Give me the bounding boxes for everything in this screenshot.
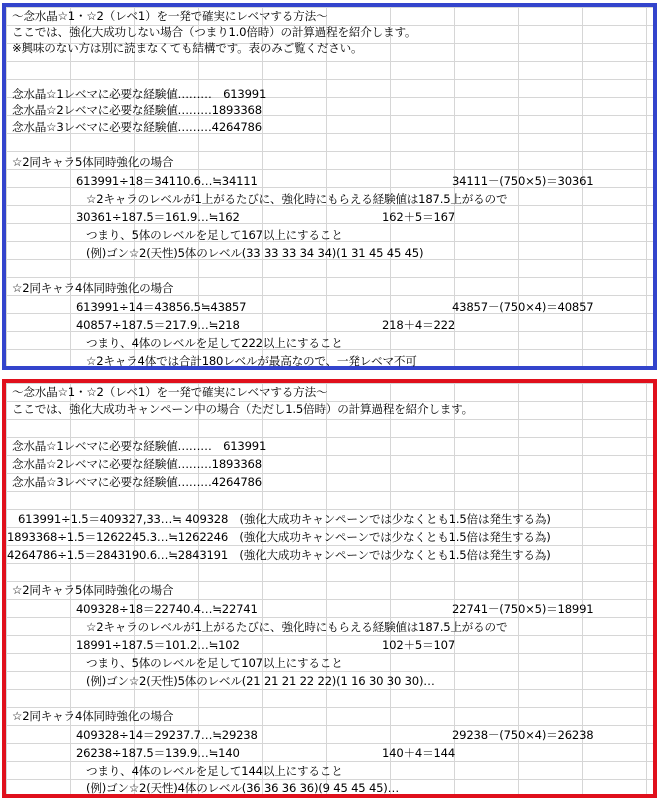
mult-star3: 4264786÷1.5＝2843190.6…≒2843191 (強化大成功キャンペーンでは少なくとも1.5倍は発生する為) <box>7 548 551 562</box>
s4-calc-subtract: 29238－(750×4)＝26238 <box>452 728 594 742</box>
s5-example: (例)ゴン☆2(天性)5体のレベル(21 21 21 22 22)(1 16 30 30 30)… <box>86 674 435 688</box>
s5-conclusion: つまり、5体のレベルを足して107以上にすること <box>86 656 343 670</box>
s4-calc-level: 40857÷187.5＝217.9…≒218 <box>76 318 240 332</box>
s5-calc-divide: 613991÷18＝34110.6…≒34111 <box>76 174 258 188</box>
s4-note: ☆2キャラ4体では合計180レベルが最高なので、一発レベマ不可 <box>86 354 417 368</box>
exp-star3: 念水晶☆3レベマに必要な経験値………4264786 <box>12 120 262 134</box>
intro-text: ここでは、強化大成功しない場合（つまり1.0倍時）の計算過程を紹介します。 <box>12 25 417 39</box>
s5-calc-level: 18991÷187.5＝101.2…≒102 <box>76 638 240 652</box>
s4-calc-total: 218＋4＝222 <box>382 318 456 332</box>
exp-star3: 念水晶☆3レベマに必要な経験値………4264786 <box>12 475 262 489</box>
section-5-heading: ☆2同キャラ5体同時強化の場合 <box>12 583 174 597</box>
s4-calc-divide: 613991÷14＝43856.5≒43857 <box>76 300 247 314</box>
s5-conclusion: つまり、5体のレベルを足して167以上にすること <box>86 228 343 242</box>
s4-calc-level: 26238÷187.5＝139.9…≒140 <box>76 746 240 760</box>
s4-conclusion: つまり、4体のレベルを足して222以上にすること <box>86 336 343 350</box>
s4-calc-total: 140＋4＝144 <box>382 746 456 760</box>
exp-star2: 念水晶☆2レベマに必要な経験値………1893368 <box>12 103 262 117</box>
s5-calc-divide: 409328÷18＝22740.4…≒22741 <box>76 602 258 616</box>
s5-calc-subtract: 34111－(750×5)＝30361 <box>452 174 594 188</box>
normal-case-panel <box>2 3 657 370</box>
intro-note: ※興味のない方は別に読まなくても結構です。表のみご覧ください。 <box>12 41 363 55</box>
section-4-heading: ☆2同キャラ4体同時強化の場合 <box>12 281 174 295</box>
panel-title: ～念水晶☆1・☆2（レベ1）を一発で確実にレベマする方法～ <box>12 385 328 399</box>
s5-explanation: ☆2キャラのレベルが1上がるたびに、強化時にもらえる経験値は187.5上がるので <box>86 192 508 206</box>
s5-calc-subtract: 22741－(750×5)＝18991 <box>452 602 594 616</box>
exp-star1: 念水晶☆1レベマに必要な経験値……… 613991 <box>12 87 267 101</box>
s5-example: (例)ゴン☆2(天性)5体のレベル(33 33 33 34 34)(1 31 45 45 45) <box>86 246 424 260</box>
section-4-heading: ☆2同キャラ4体同時強化の場合 <box>12 709 174 723</box>
panel-title: ～念水晶☆1・☆2（レベ1）を一発で確実にレベマする方法～ <box>12 9 328 23</box>
s4-calc-divide: 409328÷14＝29237.7…≒29238 <box>76 728 258 742</box>
section-5-heading: ☆2同キャラ5体同時強化の場合 <box>12 155 174 169</box>
s5-calc-level: 30361÷187.5＝161.9…≒162 <box>76 210 240 224</box>
mult-star1: 613991÷1.5＝409327,33…≒ 409328 (強化大成功キャンペーンでは少なくとも1.5倍は発生する為) <box>18 512 551 526</box>
s4-calc-subtract: 43857－(750×4)＝40857 <box>452 300 594 314</box>
s4-conclusion: つまり、4体のレベルを足して144以上にすること <box>86 764 343 778</box>
s5-calc-total: 102＋5＝107 <box>382 638 456 652</box>
s5-calc-total: 162＋5＝167 <box>382 210 456 224</box>
s4-example: (例)ゴン☆2(天性)4体のレベル(36 36 36 36)(9 45 45 45)… <box>86 781 400 795</box>
s5-explanation: ☆2キャラのレベルが1上がるたびに、強化時にもらえる経験値は187.5上がるので <box>86 620 508 634</box>
exp-star1: 念水晶☆1レベマに必要な経験値……… 613991 <box>12 439 267 453</box>
intro-text: ここでは、強化大成功キャンペーン中の場合（ただし1.5倍時）の計算過程を紹介します。 <box>12 402 474 416</box>
campaign-case-panel <box>2 379 657 798</box>
mult-star2: 1893368÷1.5＝1262245.3…≒1262246 (強化大成功キャンペーンでは少なくとも1.5倍は発生する為) <box>7 530 551 544</box>
exp-star2: 念水晶☆2レベマに必要な経験値………1893368 <box>12 457 262 471</box>
